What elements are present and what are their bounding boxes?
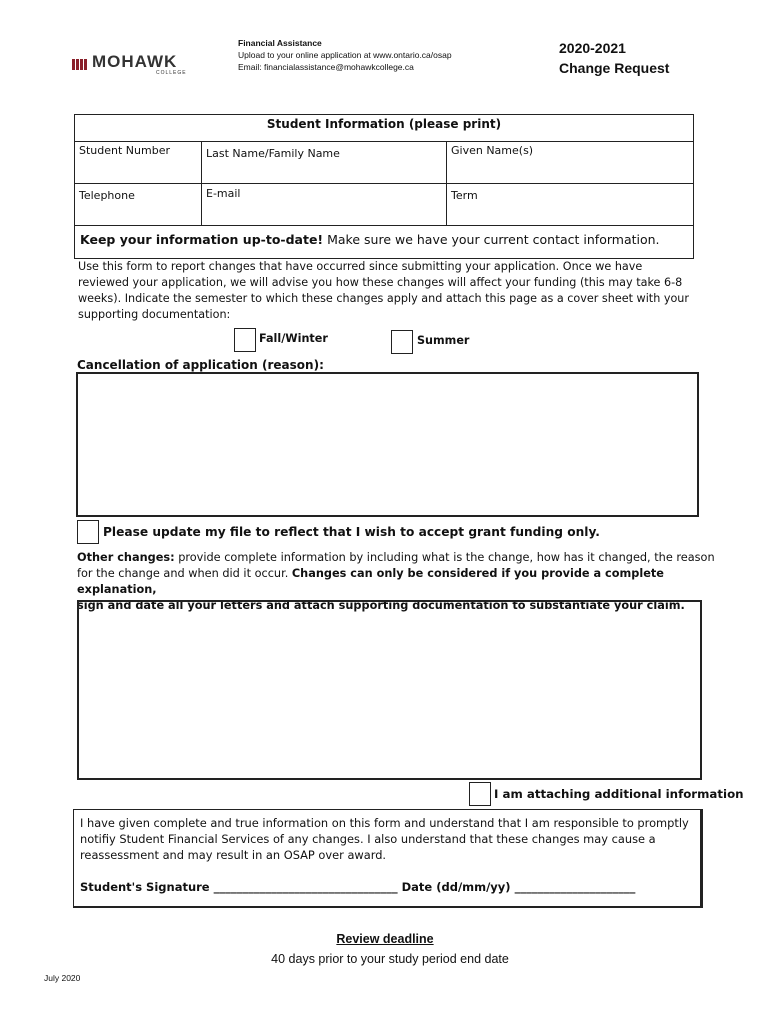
declaration-line-1: I have given complete and true information on this form and understand that I am responsible to promptly bbox=[80, 816, 689, 830]
student-info-title: Student Information (please print) bbox=[75, 115, 694, 142]
summer-label: Summer bbox=[417, 334, 470, 347]
logo-text: MOHAWK bbox=[92, 52, 178, 71]
deadline-title: Review deadline bbox=[336, 932, 434, 946]
declaration-line-3: reassessment and may result in an OSAP over award. bbox=[80, 848, 387, 862]
other-changes-lead: Other changes: bbox=[77, 551, 175, 564]
other-changes-bold-3: sign and date all your letters and attach supporting documentation to substantiate your claim. bbox=[77, 599, 685, 612]
instructions-line-2: reviewed your application, we will advise you how these changes will affect your funding (this may take 6-8 bbox=[78, 276, 683, 289]
student-info-table bbox=[74, 114, 694, 259]
attaching-info-checkbox[interactable] bbox=[469, 782, 491, 806]
other-changes-text-1: provide complete information by including what is the change, how has it changed, the reason bbox=[174, 551, 715, 564]
header-contact bbox=[238, 37, 452, 73]
grant-funding-checkbox[interactable] bbox=[77, 520, 99, 544]
declaration-text bbox=[80, 815, 695, 863]
keep-info-text: Make sure we have your current contact information. bbox=[323, 232, 660, 247]
instructions bbox=[78, 259, 718, 323]
form-date: July 2020 bbox=[44, 973, 81, 983]
attaching-info-label: I am attaching additional information bbox=[494, 787, 744, 801]
instructions-line-1: Use this form to report changes that have occurred since submitting your application. Once we have bbox=[78, 260, 643, 273]
email-field[interactable]: E-mail bbox=[202, 184, 447, 226]
declaration-line-2: notifiy Student Financial Services of any changes. I also understand that these changes may cause a bbox=[80, 832, 656, 846]
instructions-line-4: supporting documentation: bbox=[78, 308, 231, 321]
form-year: 2020-2021 bbox=[559, 40, 626, 56]
form-heading bbox=[559, 38, 669, 78]
logo-subtext: COLLEGE bbox=[156, 70, 187, 76]
form-title: Change Request bbox=[559, 60, 670, 76]
deadline-text: 40 days prior to your study period end date bbox=[271, 952, 509, 966]
fall-winter-checkbox[interactable] bbox=[234, 328, 256, 352]
grant-funding-label: Please update my file to reflect that I wish to accept grant funding only. bbox=[103, 525, 600, 539]
other-changes-bold-2: Changes can only be considered if you provide a complete explanation, bbox=[77, 567, 664, 596]
upload-line: Upload to your online application at www.ontario.ca/osap bbox=[238, 50, 452, 60]
summer-checkbox[interactable] bbox=[391, 330, 413, 354]
student-number-field[interactable]: Student Number bbox=[75, 142, 202, 184]
fall-winter-label: Fall/Winter bbox=[259, 332, 328, 345]
last-name-field[interactable]: Last Name/Family Name bbox=[202, 142, 447, 184]
other-changes-box[interactable] bbox=[77, 600, 702, 780]
term-field[interactable]: Term bbox=[447, 184, 694, 226]
mohawk-logo bbox=[72, 52, 192, 81]
given-names-field[interactable]: Given Name(s) bbox=[447, 142, 694, 184]
dept-name: Financial Assistance bbox=[238, 38, 322, 48]
logo-bars-icon bbox=[72, 57, 88, 75]
other-changes-text-2: for the change and when did it occur. bbox=[77, 567, 292, 580]
keep-info-bold: Keep your information up-to-date! bbox=[80, 232, 324, 247]
instructions-line-3: weeks). Indicate the semester to which these changes apply and attach this page as a cover sheet with your bbox=[78, 292, 689, 305]
cancellation-reason-box[interactable] bbox=[76, 372, 699, 517]
telephone-field[interactable]: Telephone bbox=[75, 184, 202, 226]
keep-info-note bbox=[75, 226, 694, 259]
signature-line[interactable]: Student's Signature ________________________________ Date (dd/mm/yy) _____________________ bbox=[80, 880, 636, 894]
cancellation-label: Cancellation of application (reason): bbox=[77, 358, 324, 372]
email-line: Email: financialassistance@mohawkcollege.ca bbox=[238, 62, 414, 72]
